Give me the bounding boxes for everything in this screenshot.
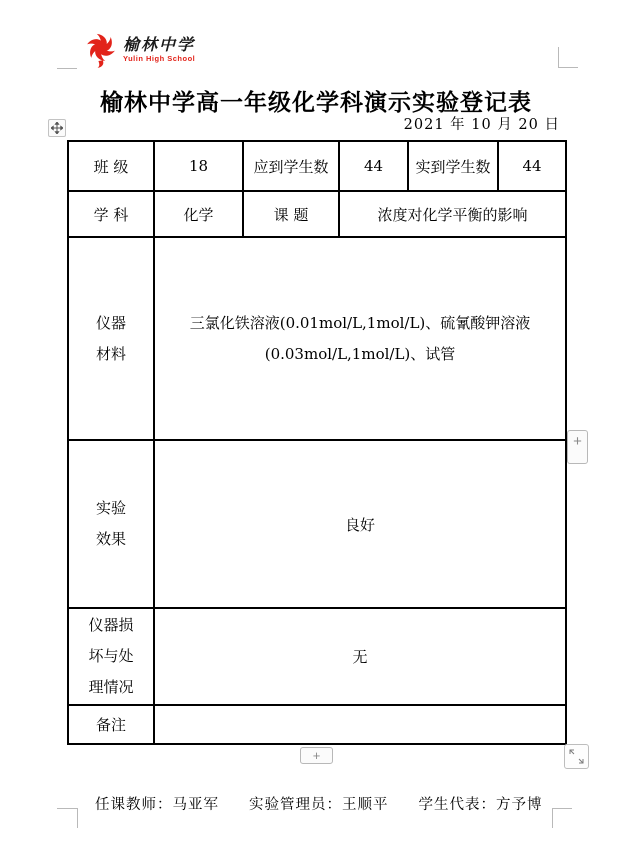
apparatus-line2: (0.03mol/L,1mol/L)、试管 xyxy=(264,344,456,363)
effect-label-cell[interactable] xyxy=(68,440,154,608)
actual-students-label-cell[interactable]: 实到学生数 xyxy=(408,141,498,191)
add-column-button[interactable] xyxy=(567,430,588,464)
remarks-label-cell[interactable]: 备注 xyxy=(68,705,154,744)
class-label-cell[interactable]: 班 级 xyxy=(68,141,154,191)
actual-students-value-cell[interactable]: 44 xyxy=(498,141,566,191)
damage-label-line1: 仪器损 xyxy=(88,616,134,634)
class-value-cell[interactable]: 18 xyxy=(154,141,243,191)
table-row xyxy=(68,440,566,608)
apparatus-label-cell[interactable] xyxy=(68,237,154,440)
table-row xyxy=(68,237,566,440)
topic-value-cell[interactable]: 浓度对化学平衡的影响 xyxy=(339,191,566,237)
table-row xyxy=(68,608,566,705)
logo-pinwheel-icon xyxy=(84,28,118,72)
subject-label-cell[interactable]: 学 科 xyxy=(68,191,154,237)
table-move-handle[interactable] xyxy=(48,119,66,137)
apparatus-label-line2: 材料 xyxy=(95,344,126,363)
plus-icon: + xyxy=(312,748,321,763)
logo-cn-text: 榆林中学 xyxy=(123,35,196,54)
teacher-signature[interactable]: 任课教师：马亚军 xyxy=(95,797,219,813)
table-resize-handle[interactable] xyxy=(564,744,589,769)
effect-label-line1: 实验 xyxy=(95,499,126,517)
topic-label-cell[interactable]: 课 题 xyxy=(243,191,339,237)
margin-mark-bottom-left-h xyxy=(57,808,77,809)
effect-value-cell[interactable]: 良好 xyxy=(154,440,566,608)
margin-mark-top-right-v xyxy=(558,47,559,67)
damage-label-line2: 坏与处 xyxy=(88,647,134,665)
table-row xyxy=(68,141,566,191)
student-representative-signature[interactable]: 学生代表：方予博 xyxy=(418,797,543,813)
page-title[interactable]: 榆林中学高一年级化学科演示实验登记表 xyxy=(100,90,532,116)
plus-icon: + xyxy=(573,433,582,450)
subject-value-cell[interactable]: 化学 xyxy=(154,191,243,237)
margin-mark-bottom-right-h xyxy=(552,808,572,809)
signature-line xyxy=(95,793,543,814)
damage-label-cell[interactable] xyxy=(68,608,154,705)
experiment-registration-table xyxy=(67,140,567,745)
table-row xyxy=(68,191,566,237)
damage-value-cell[interactable]: 无 xyxy=(154,608,566,705)
margin-mark-bottom-left-v xyxy=(77,808,78,828)
lab-manager-signature[interactable]: 实验管理员：王顺平 xyxy=(249,797,389,813)
add-row-button[interactable] xyxy=(300,747,333,764)
margin-mark-top-left xyxy=(57,68,77,69)
apparatus-value-cell[interactable] xyxy=(154,237,566,440)
effect-label-line2: 效果 xyxy=(95,530,126,548)
move-arrows-icon xyxy=(51,122,63,134)
apparatus-label-line1: 仪器 xyxy=(95,313,126,332)
logo-en-text: Yulin High School xyxy=(123,54,196,63)
remarks-value-cell[interactable] xyxy=(154,705,566,744)
damage-label-line3: 理情况 xyxy=(88,678,134,696)
table-row xyxy=(68,705,566,744)
expected-students-label-cell[interactable]: 应到学生数 xyxy=(243,141,339,191)
margin-mark-bottom-right-v xyxy=(552,808,553,828)
school-logo xyxy=(84,28,195,72)
resize-arrows-icon xyxy=(565,745,588,768)
expected-students-value-cell[interactable]: 44 xyxy=(339,141,408,191)
document-date[interactable]: 2021 年 10 月 20 日 xyxy=(403,117,560,133)
apparatus-line1: 三氯化铁溶液(0.01mol/L,1mol/L)、硫氰酸钾溶液 xyxy=(189,313,531,332)
margin-mark-top-right-h xyxy=(558,67,578,68)
